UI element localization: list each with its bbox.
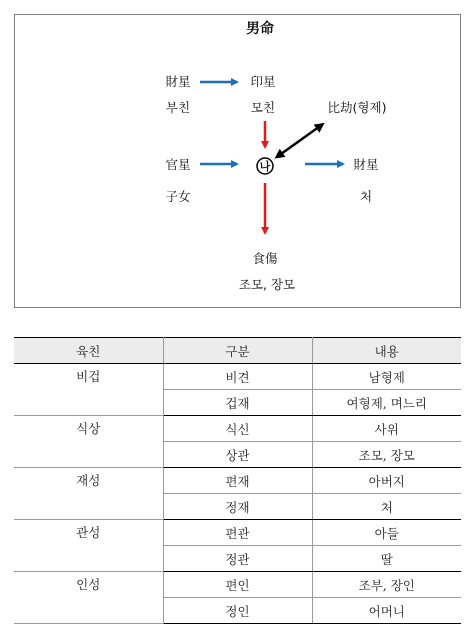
relations-diagram (14, 14, 461, 308)
wealth-star-left: 財星 (165, 74, 191, 89)
type-cell: 상관 (163, 442, 312, 468)
content-cell: 여형제, 며느리 (312, 390, 461, 416)
father-label: 부친 (165, 100, 191, 115)
diagram-arrows (15, 15, 462, 309)
content-cell: 조부, 장인 (312, 572, 461, 598)
table-row (14, 364, 461, 390)
arrow-self-peer (281, 124, 323, 154)
table-row (14, 572, 461, 598)
type-cell: 정인 (163, 598, 312, 624)
type-cell: 정재 (163, 494, 312, 520)
type-cell: 식신 (163, 416, 312, 442)
table-row (14, 416, 461, 442)
group-cell: 관성 (14, 520, 163, 572)
content-cell: 딸 (312, 546, 461, 572)
header-category: 구분 (163, 338, 312, 364)
output-relatives-label: 조모, 장모 (238, 277, 296, 292)
type-cell: 편인 (163, 572, 312, 598)
content-cell: 아버지 (312, 468, 461, 494)
group-cell: 식상 (14, 416, 163, 468)
relations-table (14, 337, 461, 624)
header-relation: 육친 (14, 338, 163, 364)
officer-star: 官星 (165, 157, 191, 172)
output-star: 食傷 (252, 251, 278, 266)
content-cell: 사위 (312, 416, 461, 442)
group-cell: 인성 (14, 572, 163, 624)
content-cell: 처 (312, 494, 461, 520)
type-cell: 정관 (163, 546, 312, 572)
peer-star: 比劫(형제) (327, 100, 387, 115)
diagram-title: 男命 (246, 21, 274, 37)
wealth-star-right: 財星 (353, 157, 379, 172)
type-cell: 편재 (163, 468, 312, 494)
mother-label: 모친 (250, 100, 276, 115)
table-header-row (14, 338, 461, 364)
type-cell: 비견 (163, 364, 312, 390)
table-row (14, 520, 461, 546)
content-cell: 어머니 (312, 598, 461, 624)
self-label: 나 (259, 160, 271, 173)
type-cell: 겁재 (163, 390, 312, 416)
content-cell: 남형제 (312, 364, 461, 390)
group-cell: 재성 (14, 468, 163, 520)
type-cell: 편관 (163, 520, 312, 546)
children-label: 子女 (165, 189, 191, 204)
content-cell: 아들 (312, 520, 461, 546)
header-content: 내용 (312, 338, 461, 364)
wife-label: 처 (359, 189, 373, 204)
group-cell: 비겁 (14, 364, 163, 416)
content-cell: 조모, 장모 (312, 442, 461, 468)
table-row (14, 468, 461, 494)
seal-star: 印星 (250, 74, 276, 89)
